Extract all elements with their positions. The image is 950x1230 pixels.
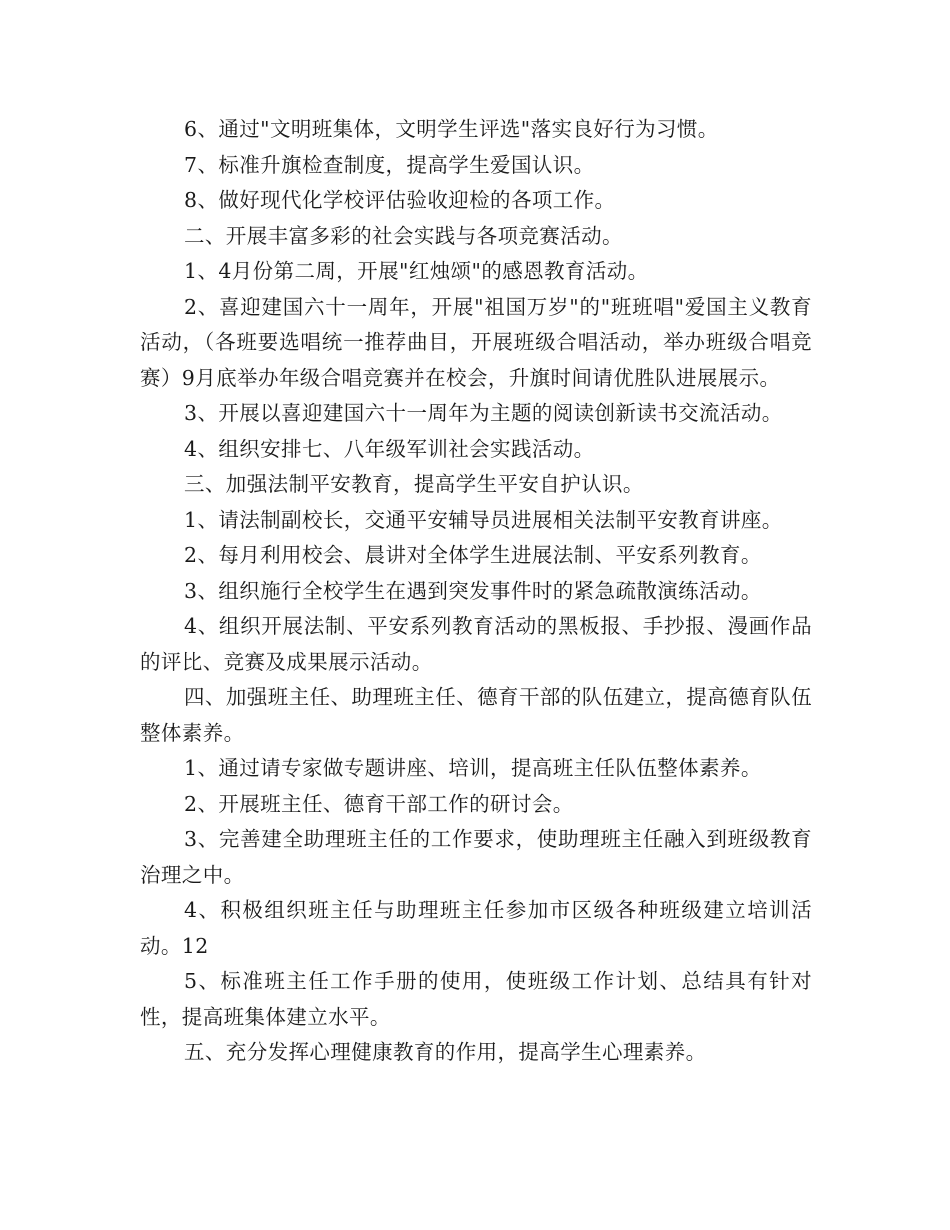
document-body [140, 112, 812, 1071]
paragraph: 4、组织开展法制、平安系列教育活动的黑板报、手抄报、漫画作品的评比、竞赛及成果展示活动。 [140, 614, 812, 674]
section-heading: 三、加强法制平安教育，提高学生平安自护认识。 [184, 472, 644, 496]
paragraph: 5、标准班主任工作手册的使用，使班级工作计划、总结具有针对性，提高班集体建立水平。 [140, 969, 812, 1029]
paragraph: 6、通过"文明班集体，文明学生评选"落实良好行为习惯。 [184, 117, 719, 141]
paragraph: 4、组织安排七、八年级军训社会实践活动。 [184, 436, 595, 461]
section-heading: 二、开展丰富多彩的社会实践与各项竞赛活动。 [184, 223, 623, 248]
paragraph: 4、积极组织班主任与助理班主任参加市区级各种班级建立培训活动。12 [140, 898, 812, 958]
paragraph: 1、请法制副校长，交通平安辅导员进展相关法制平安教育讲座。 [184, 507, 783, 532]
paragraph: 2、开展班主任、德育干部工作的研讨会。 [184, 791, 574, 816]
paragraph: 1、通过请专家做专题讲座、培训，提高班主任队伍整体素养。 [184, 756, 762, 780]
section-heading: 五、充分发挥心理健康教育的作用，提高学生心理素养。 [184, 1040, 707, 1064]
paragraph: 3、开展以喜迎建国六十一周年为主题的阅读创新读书交流活动。 [184, 401, 783, 425]
section-heading: 四、加强班主任、助理班主任、德育干部的队伍建立，提高德育队伍整体素养。 [140, 685, 812, 745]
paragraph: 8、做好现代化学校评估验收迎检的各项工作。 [184, 188, 616, 212]
paragraph: 7、标准升旗检查制度，提高学生爱国认识。 [184, 152, 595, 177]
paragraph: 2、每月利用校会、晨讲对全体学生进展法制、平安系列教育。 [184, 543, 762, 567]
paragraph: 1、4月份第二周，开展"红烛颂"的感恩教育活动。 [184, 259, 649, 283]
paragraph: 3、组织施行全校学生在遇到突发事件时的紧急疏散演练活动。 [184, 578, 762, 603]
paragraph: 3、完善建全助理班主任的工作要求，使助理班主任融入到班级教育治理之中。 [140, 827, 812, 887]
paragraph: 2、喜迎建国六十一周年，开展"祖国万岁"的"班班唱"爱国主义教育活动，（各班要选唱统一推荐曲目，开展班级合唱活动，举办班级合唱竞赛）9月底举办年级合唱竞赛并在校会，升旗时间请优胜队进展展示。 [140, 294, 812, 390]
